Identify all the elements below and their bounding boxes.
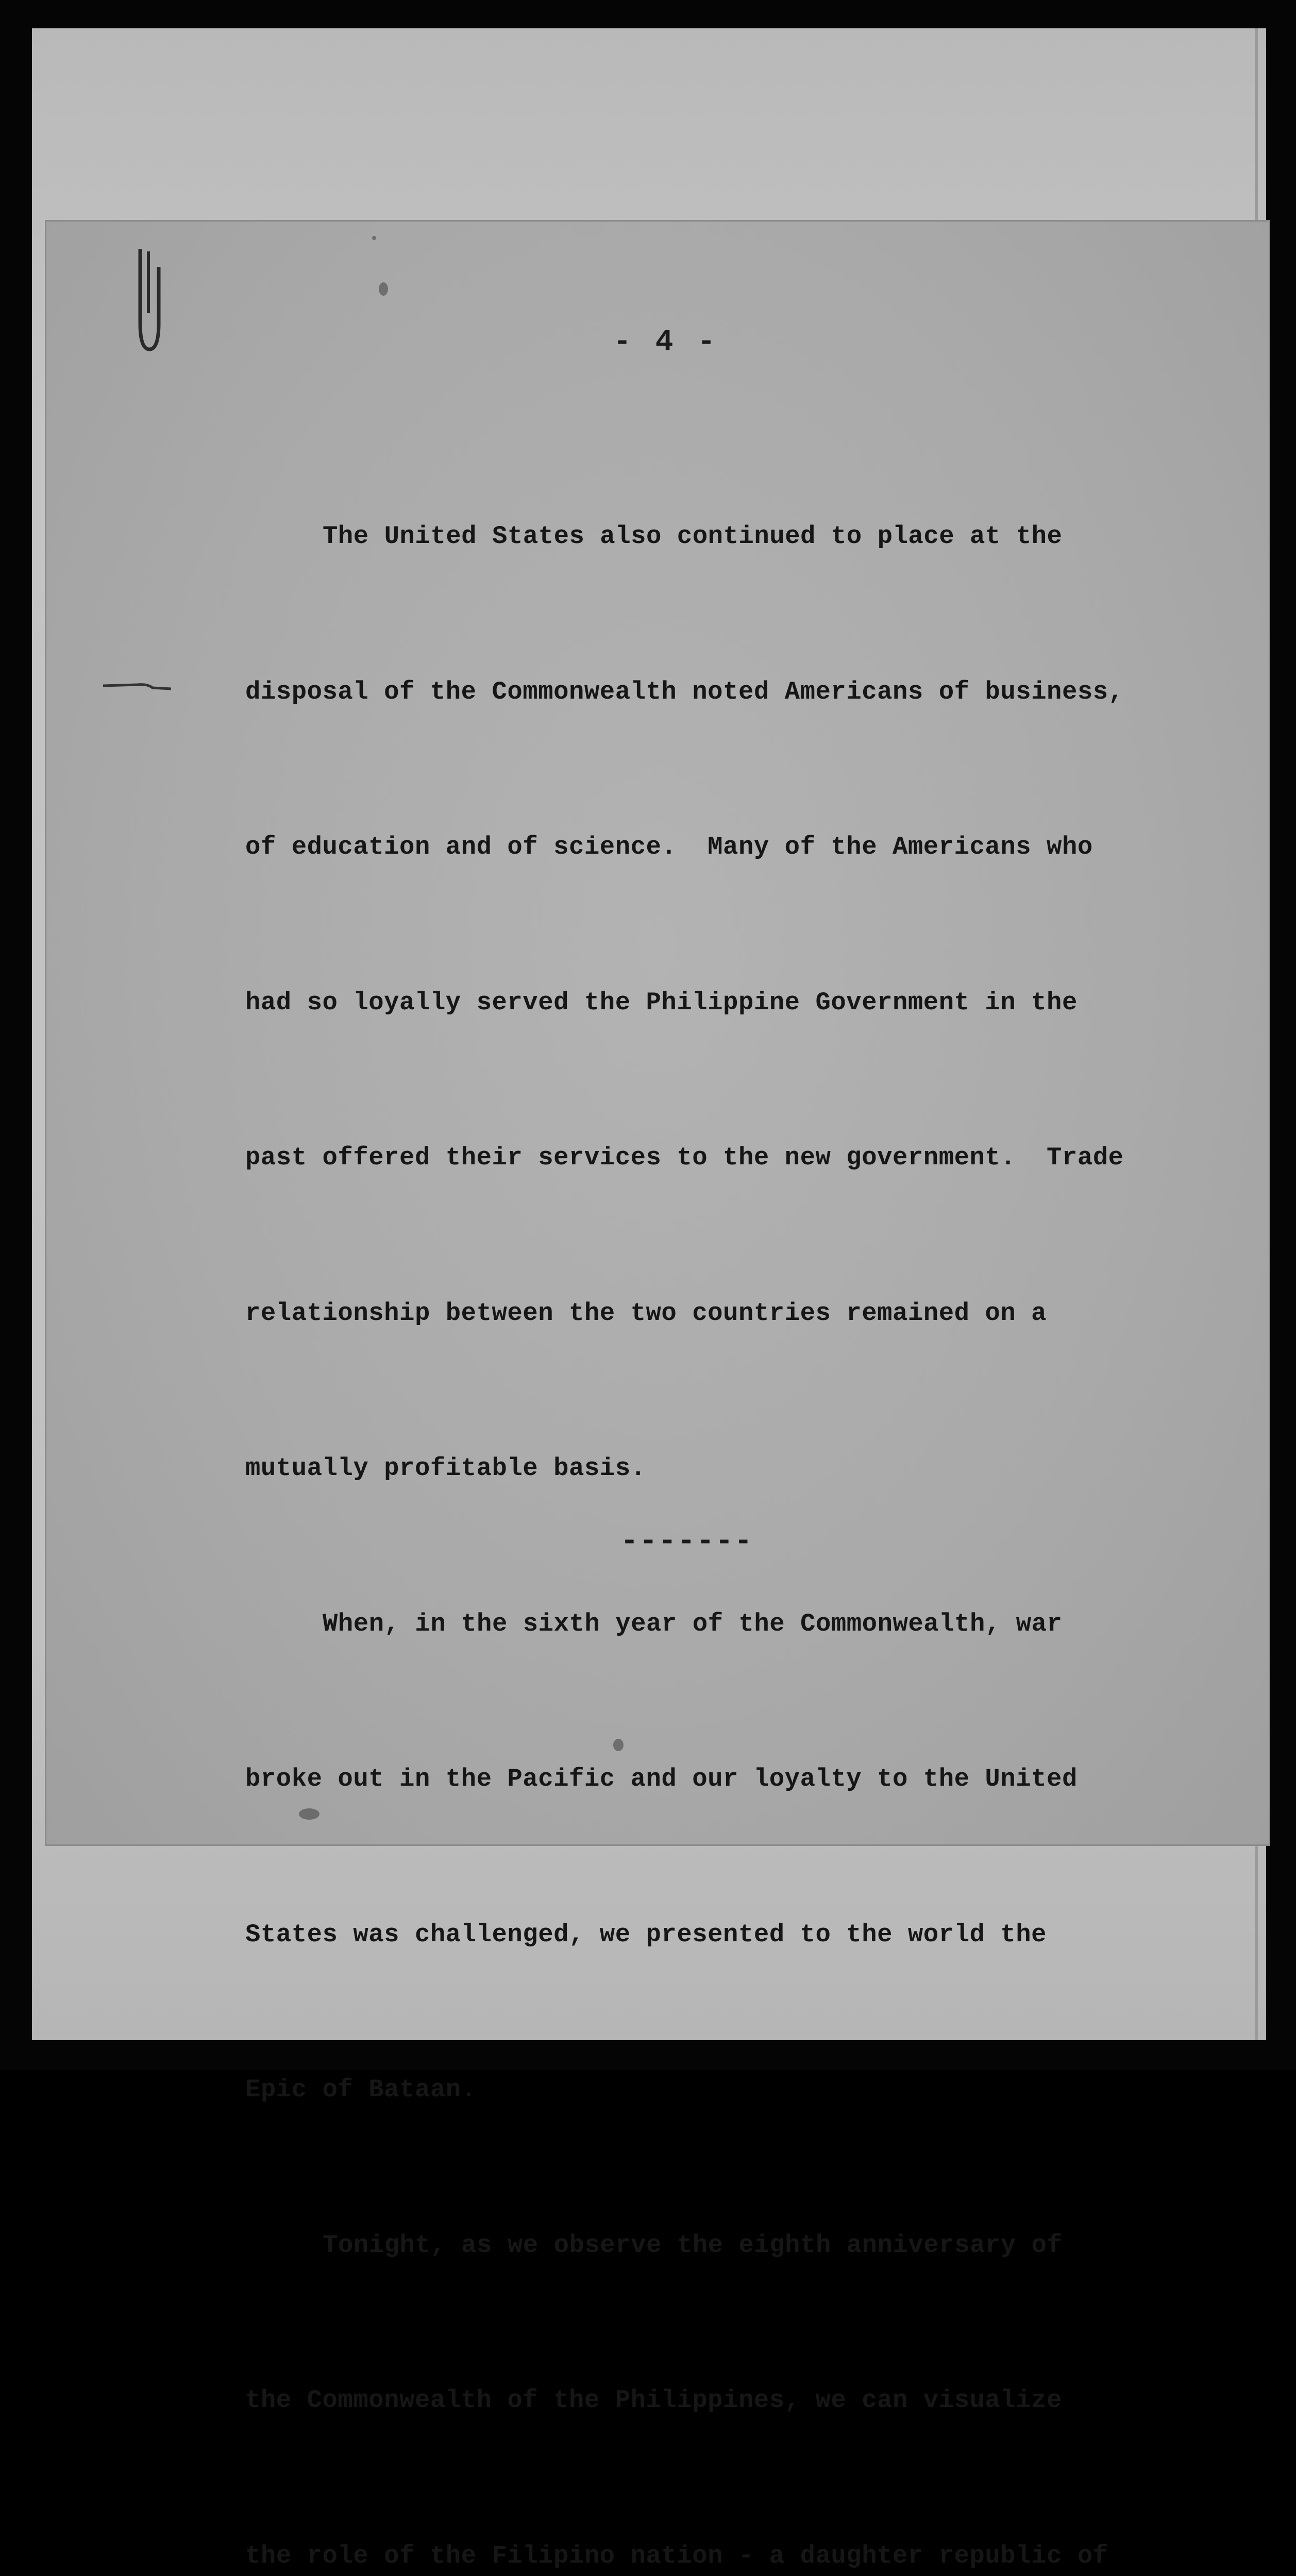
text-line: the Commonwealth of the Philippines, we can visualize — [245, 2375, 1152, 2427]
page-number: - 4 - — [613, 326, 718, 359]
text-line: broke out in the Pacific and our loyalty to the United — [245, 1753, 1152, 1805]
text-line: relationship between the two countries remained on a — [245, 1287, 1152, 1340]
text-line: Tonight, as we observe the eighth anniversary of — [245, 2219, 1152, 2272]
text-line: had so loyally served the Philippine Government in the — [245, 977, 1152, 1029]
margin-pen-mark-icon — [101, 677, 173, 693]
smudge-mark — [379, 282, 388, 296]
smudge-mark — [372, 236, 376, 240]
text-line: the role of the Filipino nation - a daughter republic of — [245, 2530, 1152, 2576]
text-line: When, in the sixth year of the Commonwealth, war — [245, 1598, 1152, 1650]
text-line: mutually profitable basis. — [245, 1443, 1152, 1495]
typed-body-text — [245, 407, 1152, 2576]
text-line: Epic of Bataan. — [245, 2064, 1152, 2116]
text-line: of education and of science. Many of the Americans who — [245, 821, 1152, 873]
text-line: disposal of the Commonwealth noted Americans of business, — [245, 666, 1152, 718]
text-line: The United States also continued to place at the — [245, 511, 1152, 563]
closing-rule: ------- — [620, 1525, 753, 1558]
text-line: past offered their services to the new government. Trade — [245, 1132, 1152, 1184]
text-line: States was challenged, we presented to the world the — [245, 1909, 1152, 1961]
paper-clip-mark-icon — [133, 246, 165, 354]
